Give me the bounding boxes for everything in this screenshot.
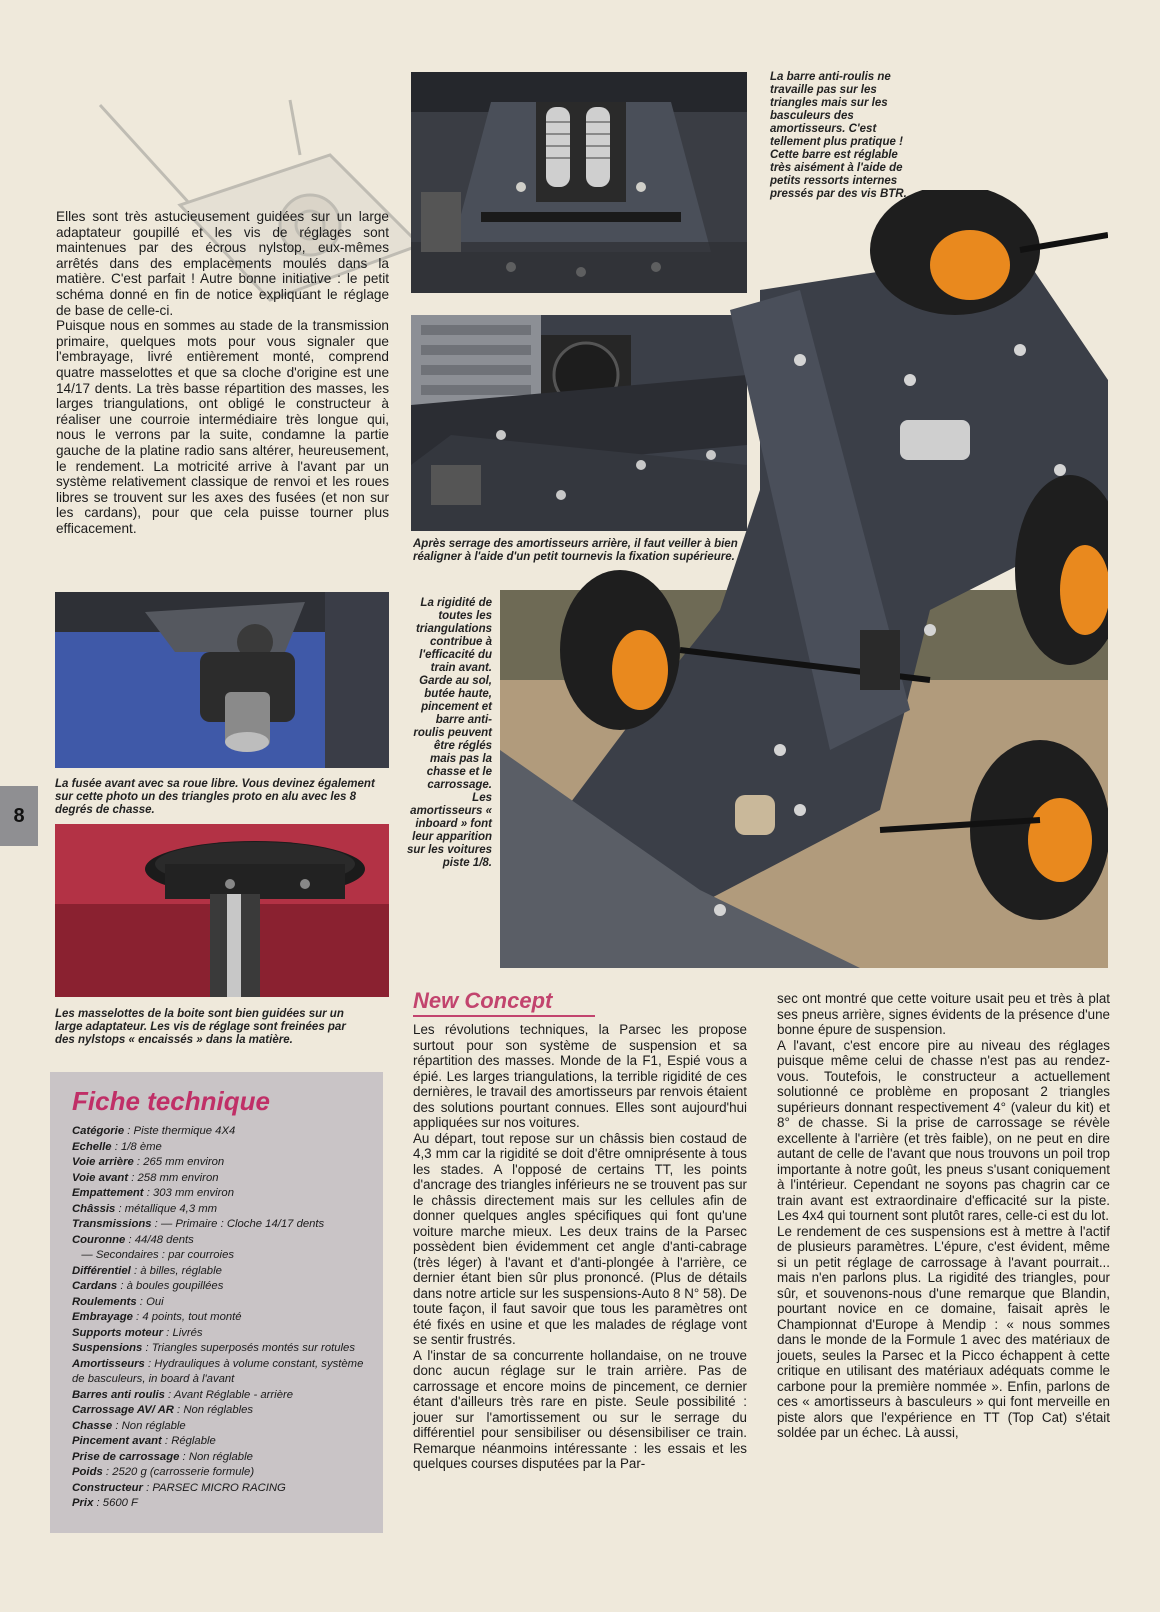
fiche-row: Voie arrière : 265 mm environ	[72, 1156, 225, 1168]
caption-rigidite: La rigidité de toutes les triangulations contribue à l'efficacité du train avant. Garde au sol, butée haute, pincement et barre anti-roulis peuvent être réglés mais pas la chasse et le carrossage. Les amortisseurs « inboard » font leur apparition sur les voitures piste 1/8.	[406, 597, 492, 869]
fiche-row-key: Poids	[72, 1466, 103, 1478]
fiche-row-value: Oui	[146, 1295, 164, 1308]
photo-masselottes	[55, 824, 389, 997]
article-paragraph: A l'instar de sa concurrente hollandaise, on ne trouve donc aucun réglage sur le train arrière. Pas de carrossage et encore moins de pincement, ce dernier étant d'ailleurs très rare en piste. Seule possibilité : jouer sur l'amortissement ou sur le serrage du différentiel pour sensibiliser ou désensibiliser ce train. Remarque néanmoins intéressante : les essais et les quelques courses disputées par la Par-	[413, 1347, 747, 1471]
fiche-row-value: Non réglable	[188, 1450, 253, 1463]
fiche-row: Embrayage : 4 points, tout monté	[72, 1311, 242, 1323]
fiche-row: Carrossage AV/ AR : Non réglables	[72, 1404, 254, 1416]
fiche-row-value: Avant Réglable - arrière	[173, 1388, 294, 1401]
section-title-underline	[413, 1015, 595, 1017]
fiche-row-key: Roulements	[72, 1295, 137, 1308]
fiche-row-value: — Primaire : Cloche 14/17 dents	[160, 1218, 325, 1230]
fiche-row-value: 5600 F	[102, 1497, 138, 1509]
fiche-row-value: Triangles superposés montés sur rotules	[151, 1342, 355, 1354]
fiche-row: Pincement avant : Réglable	[72, 1435, 216, 1447]
fiche-row-value: Réglable	[171, 1435, 216, 1447]
article-paragraph: Les révolutions techniques, la Parsec les propose surtout pour son système de suspension et sa répartition des masses. Monde de la F1, Espié vous a épié. Les larges triangulations, la terrible rigidité de ces dernières, le travail des amortisseurs par renvois étaient des solutions pourtant connues. Elles sont aujourd'hui appliquées sur nos voitures.	[413, 1022, 747, 1130]
fiche-row-key: Carrossage AV/ AR	[72, 1404, 174, 1416]
fiche-row-key: Catégorie	[72, 1125, 125, 1137]
fiche-row: Cardans : à boules goupillées	[72, 1280, 224, 1292]
fiche-row-value: 44/48 dents	[134, 1233, 194, 1246]
page-number: 8	[0, 786, 38, 846]
article-paragraph: A l'avant, c'est encore pire au niveau des réglages puisque même celui de chasse n'est pas au rendez-vous. Toutefois, le constructeur a actuellement solutionné ce problème en proposant 2 triangles supérieurs donnant respectivement 4° (valeur du kit) et 8° de chasse. Si la prise de carrossage se révèle excellente à l'arrière (et très faible), on ne peut en dire autant de celle de l'avant que nous trouvons un poil trop importante à notre goût, les pneus s'usant coniquement à l'intérieur. Cependant ne soyons pas chagrin car ce train avant est extraordinaire d'efficacité sur la piste. Les 4x4 qui tournent sont plutôt rares, celle-ci est du lot.	[777, 1037, 1110, 1223]
fiche-row: Supports moteur : Livrés	[72, 1326, 203, 1339]
fiche-list	[72, 1124, 377, 1512]
fiche-technique-box	[50, 1072, 383, 1533]
fiche-row-value: 1/8 ème	[120, 1140, 162, 1153]
fiche-row-value: à billes, réglable	[140, 1264, 222, 1277]
fiche-row-key: Couronne	[72, 1233, 126, 1246]
photo-fusee-avant	[55, 592, 389, 768]
fiche-row-value: Non réglable	[121, 1419, 186, 1432]
fiche-row: Couronne : 44/48 dents	[72, 1233, 194, 1246]
article-paragraph: Le rendement de ces suspensions est à mettre à l'actif de plusieurs paramètres. L'épure, c'est évident, même si un petit réglage de carrossage à l'avant pourrait... mais n'en parlons plus. La rigidité des triangles, pour sûr, et souvenons-nous d'une remarque que Blandin, pourtant novice en ce domaine, faisait après le Championnat d'Europe à Mendip : « nous sommes dans le monde de la Formule 1 avec des matériaux de jouets, seules la Parsec et la Picco échappent à cette critique en utilisant des matériaux adéquats comme le carbone pour la première nommée ». Enfin, parlons de ces « amortisseurs à basculeurs » qui font merveille en piste alors que l'expérience en TT (Top Cat) s'était soldée par un échec. Là aussi,	[777, 1223, 1110, 1440]
intro-text	[56, 209, 389, 536]
caption-serrage: Après serrage des amortisseurs arrière, il faut veiller à bien réaligner à l'aide d'un petit tournevis la fixation supérieure.	[413, 538, 738, 563]
fiche-row-key: Barres anti roulis	[72, 1388, 165, 1401]
fiche-row: Empattement : 303 mm environ	[72, 1187, 234, 1199]
fiche-row-key: Voie avant	[72, 1171, 129, 1184]
fiche-row	[72, 1248, 377, 1264]
fiche-row-value: 265 mm environ	[143, 1156, 225, 1168]
fiche-row-key: Constructeur	[72, 1481, 143, 1494]
fiche-row-key: Châssis	[72, 1202, 116, 1215]
fiche-row: Différentiel : à billes, réglable	[72, 1264, 222, 1277]
article-column-1	[413, 1022, 747, 1472]
fiche-row-key: Transmissions	[72, 1218, 152, 1230]
fiche-row-value: Piste thermique 4X4	[133, 1125, 236, 1137]
fiche-row-value: 4 points, tout monté	[142, 1311, 242, 1323]
article-column-2	[777, 991, 1110, 1441]
fiche-row: Catégorie : Piste thermique 4X4	[72, 1125, 236, 1137]
fiche-row-key: Echelle	[72, 1140, 112, 1153]
fiche-row: Transmissions : — Primaire : Cloche 14/17 dents	[72, 1218, 325, 1230]
article-paragraph: Au départ, tout repose sur un châssis bien costaud de 4,3 mm car la rigidité se doit d'être omniprésente à tous les stades. A l'opposé de certains TT, les points d'ancrage des triangles inférieurs ne se trouvent pas sur le châssis directement mais sur les cellules afin de donner quelques angles spécifiques qui font qu'une voiture marche mieux. Les deux trains de la Parsec possèdent bien évidemment cet angle d'anti-cabrage (très léger) à l'avant et d'anti-plongée à l'arrière, ce dernier étant bien sûr plus prononcé. (Plus de détails dans notre article sur les suspensions-Auto 8 N° 58). De toute façon, il faut savoir que tous les paramètres ont été fixés en usine et que les malades de réglage vont se sentir frustrés.	[413, 1130, 747, 1347]
fiche-row-value: à boules goupillées	[126, 1280, 224, 1292]
fiche-row-key: Suspensions	[72, 1342, 143, 1354]
fiche-row-value: — Secondaires : par courroies	[81, 1249, 235, 1261]
fiche-row-value: Livrés	[172, 1326, 203, 1339]
fiche-row: Barres anti roulis : Avant Réglable - arrière	[72, 1388, 294, 1401]
fiche-row: Chasse : Non réglable	[72, 1419, 186, 1432]
fiche-row-value: PARSEC MICRO RACING	[152, 1481, 286, 1494]
section-title: New Concept	[413, 988, 553, 1013]
fiche-row: Châssis : métallique 4,3 mm	[72, 1202, 218, 1215]
fiche-row: Echelle : 1/8 ème	[72, 1140, 162, 1153]
fiche-row-value: métallique 4,3 mm	[124, 1202, 218, 1215]
fiche-row: Amortisseurs : Hydrauliques à volume constant, système de basculeurs, in board à l'avant	[72, 1357, 364, 1385]
caption-fusee: La fusée avant avec sa roue libre. Vous devinez également sur cette photo un des triangles proto en alu avec les 8 degrés de chasse.	[55, 778, 375, 816]
fiche-row-key: Chasse	[72, 1419, 113, 1432]
fiche-row-value: Hydrauliques à volume constant, système de basculeurs, in board à l'avant	[72, 1357, 364, 1385]
fiche-row-key: Cardans	[72, 1280, 118, 1292]
fiche-row: Constructeur : PARSEC MICRO RACING	[72, 1481, 286, 1494]
fiche-row-key: Supports moteur	[72, 1326, 164, 1339]
fiche-row-key: Prix	[72, 1497, 94, 1509]
fiche-row-key: Amortisseurs	[72, 1357, 145, 1370]
fiche-row: Voie avant : 258 mm environ	[72, 1171, 219, 1184]
fiche-row-value: 2520 g (carrosserie formule)	[112, 1466, 255, 1478]
intro-paragraph-1: Elles sont très astucieusement guidées sur un large adaptateur goupillé et les vis de réglages sont maintenues par des écrous nylstop, eux-mêmes arrêtés dans des emplacements moulés dans la matière. C'est parfait ! Autre bonne initiative : le petit schéma donné en fin de notice expliquant le réglage de base de celle-ci.	[56, 209, 389, 318]
caption-masselottes: Les masselottes de la boite sont bien guidées sur un large adaptateur. Les vis de réglage sont freinées par des nylstops « encaissés » dans la matière.	[55, 1008, 346, 1046]
fiche-row: Prise de carrossage : Non réglable	[72, 1450, 253, 1463]
fiche-row-value: 258 mm environ	[137, 1171, 219, 1184]
article-paragraph: sec ont montré que cette voiture usait peu et très à plat ses pneus arrière, signes évidents de la présence d'une bonne épure de suspension.	[777, 991, 1110, 1037]
intro-paragraph-2: Puisque nous en sommes au stade de la transmission primaire, quelques mots pour vous signaler que l'embrayage, livré entièrement monté, comprend quatre masselottes et que sa cloche d'origine est une 14/17 dents. La très basse répartition des masses, les larges triangulations, ont obligé le constructeur à réaliser une courroie intermédiaire très longue qui, nous le verrons par la suite, condamne la partie gauche de la platine radio sans altérer, heureusement, le rendement. La motricité arrive à l'avant par un système relativement classique de renvoi et les roues libres se trouvent sur les axes des fusées (et non sur les cardans), pour que cela puisse tourner plus efficacement.	[56, 318, 389, 536]
fiche-row-value: 303 mm environ	[152, 1187, 234, 1199]
fiche-row: Prix : 5600 F	[72, 1497, 138, 1509]
caption-anti-roulis: La barre anti-roulis ne travaille pas sur les triangles mais sur les basculeurs des amortisseurs. C'est tellement plus pratique ! Cette barre est réglable très aisément à l'aide de petits ressorts internes pressés par des vis BTR.	[770, 71, 907, 200]
fiche-row-key: Pincement avant	[72, 1435, 162, 1447]
fiche-row: Suspensions : Triangles superposés montés sur rotules	[72, 1342, 355, 1354]
fiche-row-key: Prise de carrossage	[72, 1450, 180, 1463]
fiche-row-value: Non réglables	[183, 1404, 254, 1416]
fiche-row: Roulements : Oui	[72, 1295, 164, 1308]
photo-car-front-angle	[500, 190, 1108, 968]
fiche-row: Poids : 2520 g (carrosserie formule)	[72, 1466, 255, 1478]
fiche-title: Fiche technique	[72, 1086, 270, 1116]
fiche-row-key: Embrayage	[72, 1311, 133, 1323]
fiche-row-key: Empattement	[72, 1187, 144, 1199]
fiche-row-key: Différentiel	[72, 1264, 131, 1277]
fiche-row-key: Voie arrière	[72, 1156, 134, 1168]
